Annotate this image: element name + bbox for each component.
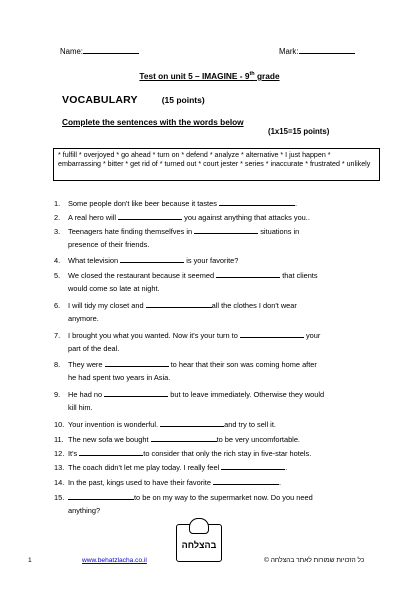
instructions: Complete the sentences with the words below [62,117,244,127]
mark-blank[interactable] [299,52,355,54]
word-bank: * fulfill * overjoyed * go ahead * turn on * defend * analyze * alternative * I just happen * embarrassing * bitter * get rid of * turned out * court jester * series * inaccurate * frustrated * unlikely [53,148,380,181]
copyright-notice: כל הזכויות שמורות לאתר בהצלחה © [264,557,365,564]
answer-blank-3[interactable] [194,232,258,234]
answer-blank-9[interactable] [104,395,168,397]
vocabulary-heading: VOCABULARY (15 points) [62,94,205,106]
answer-blank-12[interactable] [79,454,143,456]
answer-blank-8[interactable] [105,365,169,367]
behatzlacha-logo [176,524,222,562]
logo-text: בהצלחה [181,540,217,550]
lightbulb-icon [189,518,209,534]
answer-blank-4[interactable] [120,261,184,263]
mark-field [279,47,355,56]
answer-blank-13[interactable] [221,468,285,470]
vocabulary-points: (15 points) [161,95,205,105]
answer-blank-15[interactable] [68,498,134,500]
answer-blank-2[interactable] [118,218,182,220]
name-label: Name: [60,47,83,56]
name-field [60,47,139,56]
page-number: 1 [28,557,32,564]
answer-blank-14[interactable] [213,483,279,485]
name-blank[interactable] [83,52,139,54]
answer-blank-6[interactable] [146,306,212,308]
website-link[interactable]: www.behatzlacha.co.il [82,557,147,564]
instructions-points: (1x15=15 points) [268,127,330,136]
answer-blank-11[interactable] [151,440,217,442]
answer-blank-1[interactable] [219,204,295,206]
mark-label: Mark: [279,47,299,56]
test-title: Test on unit 5 – IMAGINE - 9th grade [139,71,280,81]
answer-blank-10[interactable] [160,425,224,427]
answer-blank-5[interactable] [216,276,280,278]
answer-blank-7[interactable] [240,336,304,338]
